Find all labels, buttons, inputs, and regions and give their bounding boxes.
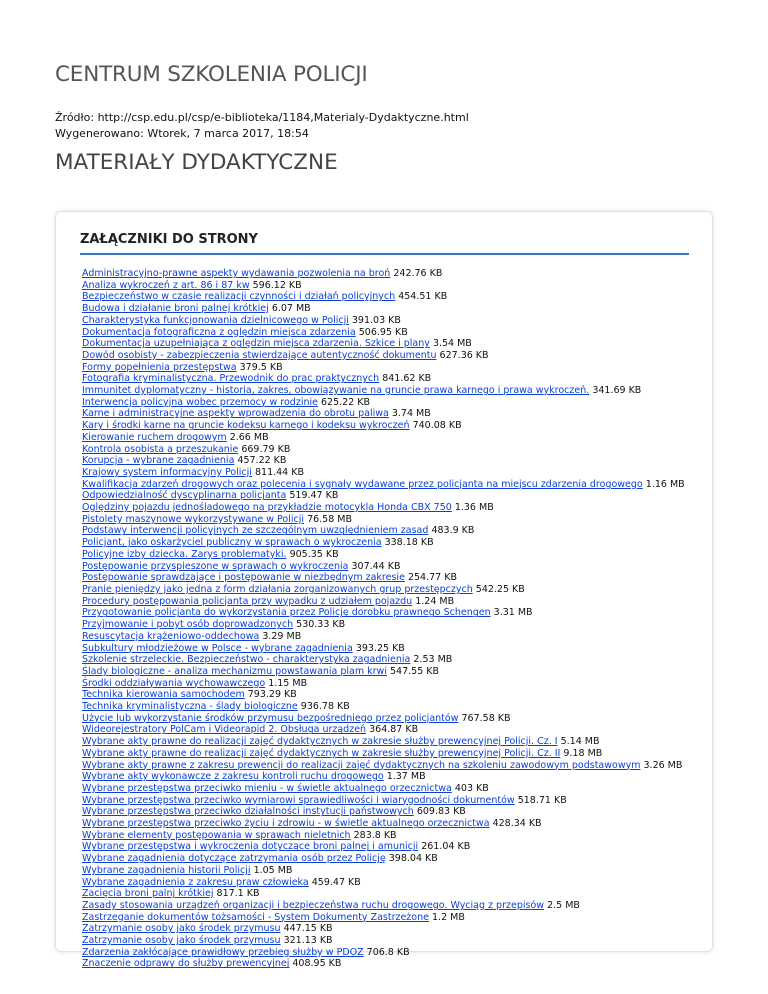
- attachments-divider: [80, 253, 689, 255]
- attachment-size: 793.29 KB: [247, 689, 297, 701]
- attachment-item: [82, 479, 706, 491]
- attachment-item: [82, 525, 706, 537]
- attachment-size: 393.25 KB: [355, 642, 405, 654]
- attachments-panel: [55, 211, 713, 970]
- attachment-size: 1.2 MB: [432, 911, 465, 923]
- attachment-link[interactable]: Procedury postępowania policjanta przy wypadku z udziałem pojazdu: [82, 595, 413, 607]
- attachment-link[interactable]: Policyjne izby dziecka. Zarys problematyki.: [82, 548, 287, 560]
- attachment-size: 506.95 KB: [358, 326, 408, 338]
- attachment-item: [82, 338, 706, 350]
- attachment-item: [82, 467, 706, 479]
- attachment-item: [82, 830, 706, 842]
- attachment-item: [82, 865, 706, 877]
- attachment-link[interactable]: Kierowanie ruchem drogowym: [82, 431, 227, 443]
- attachment-size: 76.58 MB: [307, 513, 352, 525]
- attachment-item: [82, 373, 706, 385]
- attachment-link[interactable]: Wybrane przestępstwa przeciwko działalności instytucji państwowych: [82, 806, 414, 818]
- attachment-item: [82, 397, 706, 409]
- attachment-size: 341.69 KB: [592, 385, 642, 397]
- attachment-size: 547.55 KB: [390, 665, 440, 677]
- attachment-size: 3.26 MB: [643, 759, 683, 771]
- attachment-item: [82, 385, 706, 397]
- attachment-link[interactable]: Użycie lub wykorzystanie środków przymusu bezpośredniego przez policjantów: [82, 712, 459, 724]
- attachment-item: [82, 537, 706, 549]
- attachment-link[interactable]: Policjant, jako oskarżyciel publiczny w sprawach o wykroczenia: [82, 537, 382, 549]
- attachment-item: [82, 315, 706, 327]
- attachment-size: 398.04 KB: [388, 853, 438, 865]
- attachment-link[interactable]: Wybrane akty prawne z zakresu prewencji do realizacji zajęć dydaktycznych na szkoleniu zawodowym podstawowym: [82, 759, 641, 771]
- attachment-link[interactable]: Ślady biologiczne - analiza mechanizmu powstawania plam krwi: [82, 665, 387, 677]
- attachment-link[interactable]: Dokumentacja fotograficzna z oględzin miejsca zdarzenia: [82, 326, 356, 338]
- attachment-item: [82, 607, 706, 619]
- attachment-link[interactable]: Karne i administracyjne aspekty wprowadzenia do obrotu paliwa: [82, 408, 389, 420]
- attachment-size: 811.44 KB: [254, 466, 304, 478]
- attachment-size: 1.24 MB: [415, 595, 455, 607]
- attachment-item: [82, 572, 706, 584]
- attachment-link[interactable]: Zatrzymanie osoby jako środek przymusu: [82, 923, 281, 935]
- attachment-link[interactable]: Zacięcia broni palnj krótkiej: [82, 888, 214, 900]
- attachment-size: 364.87 KB: [369, 724, 419, 736]
- attachment-link[interactable]: Technika kryminalistyczna - ślady biologiczne: [82, 701, 298, 713]
- attachment-size: 1.37 MB: [386, 771, 426, 783]
- attachment-link[interactable]: Budowa i działanie broni palnej krótkiej: [82, 303, 269, 315]
- attachment-link[interactable]: Wybrane akty prawne do realizacji zajęć dydaktycznych w zakresie służby prewencyjnej Policji. Cz. I: [82, 736, 558, 748]
- attachment-link[interactable]: Wideorejestratory PolCam i Videorapid 2. Obsługa urządzeń: [82, 724, 367, 736]
- attachments-list: [82, 268, 706, 970]
- attachment-size: 2.66 MB: [229, 431, 269, 443]
- attachment-link[interactable]: Podstawy interwencji policyjnych ze szczególnym uwzględnieniem zasad: [82, 525, 429, 537]
- attachment-link[interactable]: Zdarzenia zakłócające prawidłowy przebieg służby w PDOZ: [82, 946, 364, 958]
- attachment-size: 1.36 MB: [454, 502, 494, 514]
- attachment-link[interactable]: Wybrane przestępstwa przeciwko życiu i zdrowiu - w świetle aktualnego orzecznictwa: [82, 818, 490, 830]
- attachment-item: [82, 561, 706, 573]
- attachment-size: 1.05 MB: [253, 864, 293, 876]
- attachment-size: 3.54 MB: [432, 338, 472, 350]
- attachment-link[interactable]: Wybrane zagadnienia dotyczące zatrzymania osób przez Policję: [82, 853, 386, 865]
- attachment-size: 428.34 KB: [492, 818, 542, 830]
- attachment-link[interactable]: Znaczenie odprawy do służby prewencyjnej: [82, 958, 290, 970]
- attachment-link[interactable]: Technika kierowania samochodem: [82, 689, 245, 701]
- attachment-item: [82, 654, 706, 666]
- attachment-link[interactable]: Kary i środki karne na gruncie kodeksu karnego i kodeksu wykroczeń: [82, 420, 410, 432]
- attachment-size: 625.22 KB: [321, 396, 371, 408]
- attachment-item: [82, 596, 706, 608]
- attachment-item: [82, 771, 706, 783]
- attachment-link[interactable]: Interwencja policyjna wobec przemocy w rodzinie: [82, 396, 318, 408]
- attachment-item: [82, 760, 706, 772]
- attachment-size: 9.18 MB: [563, 747, 603, 759]
- attachment-link[interactable]: Odpowiedzialność dyscyplinarna policjanta: [82, 490, 287, 502]
- attachment-size: 391.03 KB: [351, 314, 401, 326]
- attachments-title: ZAŁĄCZNIKI DO STRONY: [80, 232, 258, 247]
- attachment-size: 706.8 KB: [366, 946, 410, 958]
- attachment-link[interactable]: Postępowanie sprawdzające i postępowanie w niezbędnym zakresie: [82, 572, 405, 584]
- attachment-link[interactable]: Analiza wykroczeń z art. 86 i 87 kw: [82, 279, 250, 291]
- attachment-size: 519.47 KB: [289, 490, 339, 502]
- attachment-item: [82, 935, 706, 947]
- attachment-link[interactable]: Wybrane przestępstwa przeciwko mieniu - w świetle aktualnego orzecznictwa: [82, 782, 452, 794]
- generated-line: Wygenerowano: Wtorek, 7 marca 2017, 18:54: [55, 126, 309, 140]
- attachment-item: [82, 432, 706, 444]
- attachment-size: 454.51 KB: [398, 291, 448, 303]
- attachment-link[interactable]: Subkultury młodzieżowe w Polsce - wybrane zagadnienia: [82, 642, 353, 654]
- attachment-item: [82, 303, 706, 315]
- attachment-item: [82, 455, 706, 467]
- attachment-item: [82, 724, 706, 736]
- attachment-item: [82, 877, 706, 889]
- attachment-size: 627.36 KB: [439, 349, 489, 361]
- attachment-size: 3.74 MB: [391, 408, 431, 420]
- attachment-link[interactable]: Pistolety maszynowe wykorzystywane w Policji: [82, 513, 305, 525]
- attachment-item: [82, 736, 706, 748]
- attachment-link[interactable]: Zasady stosowania urządzeń organizacji i bezpieczeństwa ruchu drogowego. Wyciąg z przepisów: [82, 899, 545, 911]
- attachment-size: 740.08 KB: [412, 420, 462, 432]
- attachment-size: 338.18 KB: [384, 537, 434, 549]
- attachment-size: 3.31 MB: [493, 607, 533, 619]
- attachment-link[interactable]: Resuscytacja krążeniowo-oddechowa: [82, 630, 260, 642]
- attachment-link[interactable]: Zatrzymanie osoby jako środek przymusu: [82, 935, 281, 947]
- attachment-link[interactable]: Szkolenie strzeleckie. Bezpieczeństwo - charakterystyka zagadnienia: [82, 654, 411, 666]
- attachment-item: [82, 502, 706, 514]
- attachment-item: [82, 362, 706, 374]
- attachment-size: 609.83 KB: [416, 806, 466, 818]
- attachment-link[interactable]: Kontrola osobista a przeszukanie: [82, 443, 239, 455]
- attachment-link[interactable]: Postępowanie przyspieszone w sprawach o wykroczenia: [82, 560, 349, 572]
- attachment-item: [82, 678, 706, 690]
- attachment-size: 5.14 MB: [560, 736, 600, 748]
- attachment-link[interactable]: Pranie pieniędzy jako jedna z form działania zorganizowanych grup przestępczych: [82, 583, 473, 595]
- attachment-size: 483.9 KB: [431, 525, 475, 537]
- attachment-link[interactable]: Fotografia kryminalistyczna. Przewodnik do prac praktycznych: [82, 373, 380, 385]
- attachment-size: 530.33 KB: [296, 619, 346, 631]
- attachment-size: 669.79 KB: [241, 443, 291, 455]
- attachment-link[interactable]: Wybrane przestępstwa przeciwko wymiarowi sprawiedliwości i wiarygodności dokumentów: [82, 794, 515, 806]
- attachment-link[interactable]: Wybrane akty wykonawcze z zakresu kontroli ruchu drogowego: [82, 771, 384, 783]
- attachment-size: 518.71 KB: [517, 794, 567, 806]
- attachment-item: [82, 689, 706, 701]
- attachment-item: [82, 748, 706, 760]
- attachment-size: 307.44 KB: [351, 560, 401, 572]
- attachment-size: 459.47 KB: [311, 876, 361, 888]
- attachment-item: [82, 713, 706, 725]
- attachment-size: 447.15 KB: [283, 923, 333, 935]
- attachment-link[interactable]: Oględziny pojazdu jednośladowego na przykładzie motocykla Honda CBX 750: [82, 502, 452, 514]
- attachment-item: [82, 783, 706, 795]
- attachment-size: 261.04 KB: [421, 841, 471, 853]
- attachment-link[interactable]: Dowód osobisty - zabezpieczenia stwierdzające autentyczność dokumentu: [82, 349, 437, 361]
- attachment-item: [82, 291, 706, 303]
- attachment-size: 2.53 MB: [413, 654, 453, 666]
- attachment-size: 905.35 KB: [289, 548, 339, 560]
- attachment-item: [82, 327, 706, 339]
- attachment-size: 1.16 MB: [645, 478, 685, 490]
- page-heading: MATERIAŁY DYDAKTYCZNE: [55, 150, 338, 175]
- attachment-item: [82, 958, 706, 970]
- page-meta: [55, 110, 469, 141]
- attachment-size: 254.77 KB: [407, 572, 457, 584]
- attachment-size: 767.58 KB: [461, 712, 511, 724]
- attachment-item: [82, 420, 706, 432]
- attachment-size: 379.5 KB: [239, 361, 283, 373]
- attachment-size: 841.62 KB: [382, 373, 432, 385]
- attachment-link[interactable]: Immunitet dyplomatyczny - historia, zakres, obowiązywanie na gruncie prawa karnego i prawa wykroczeń.: [82, 385, 590, 397]
- attachment-item: [82, 947, 706, 959]
- attachment-item: [82, 806, 706, 818]
- attachment-size: 403 KB: [454, 782, 489, 794]
- attachment-size: 6.07 MB: [271, 303, 311, 315]
- attachment-size: 936.78 KB: [300, 701, 350, 713]
- attachment-size: 3.29 MB: [262, 630, 302, 642]
- attachment-size: 2.5 MB: [547, 899, 580, 911]
- attachment-item: [82, 900, 706, 912]
- attachment-size: 1.15 MB: [268, 677, 308, 689]
- attachment-link[interactable]: Administracyjno-prawne aspekty wydawania pozwolenia na broń: [82, 268, 391, 279]
- attachment-link[interactable]: Przygotowanie policjanta do wykorzystania przez Policję dorobku prawnego Schengen: [82, 607, 491, 619]
- attachment-link[interactable]: Kwalifikacja zdarzeń drogowych oraz polecenia i sygnały wydawane przez policjanta na miejscu zdarzenia drogowego: [82, 478, 643, 490]
- attachment-item: [82, 268, 706, 280]
- attachment-size: 596.12 KB: [252, 279, 302, 291]
- attachment-item: [82, 818, 706, 830]
- attachment-item: [82, 549, 706, 561]
- attachment-link[interactable]: Środki oddziaływania wychowawczego: [82, 677, 266, 689]
- attachment-link[interactable]: Wybrane zagadnienia historii Policji: [82, 864, 251, 876]
- attachment-link[interactable]: Bezpieczeństwo w czasie realizacji czynności i działań policyjnych: [82, 291, 396, 303]
- attachment-link[interactable]: Wybrane przestępstwa i wykroczenia dotyczące broni palnej i amunicji: [82, 841, 419, 853]
- attachment-item: [82, 280, 706, 292]
- attachment-size: 457.22 KB: [237, 455, 287, 467]
- attachment-item: [82, 795, 706, 807]
- attachment-item: [82, 444, 706, 456]
- site-title: CENTRUM SZKOLENIA POLICJI: [55, 62, 368, 87]
- attachment-size: 283.8 KB: [353, 829, 397, 841]
- attachment-item: [82, 923, 706, 935]
- attachment-item: [82, 408, 706, 420]
- attachment-link[interactable]: Charakterystyka funkcjonowania dzielnicowego w Policji: [82, 314, 349, 326]
- attachment-size: 321.13 KB: [283, 935, 333, 947]
- attachment-item: [82, 888, 706, 900]
- attachment-size: 817.1 KB: [216, 888, 260, 900]
- attachment-item: [82, 643, 706, 655]
- attachment-link[interactable]: Zastrzeganie dokumentów tożsamości - System Dokumenty Zastrzeżone: [82, 911, 429, 923]
- attachment-link[interactable]: Korupcja - wybrane zagadnienia: [82, 455, 235, 467]
- attachment-link[interactable]: Dokumentacja uzupełniająca z oględzin miejsca zdarzenia. Szkice i plany: [82, 338, 430, 350]
- attachment-item: [82, 631, 706, 643]
- attachment-link[interactable]: Wybrane elementy postępowania w sprawach nieletnich: [82, 829, 351, 841]
- attachment-size: 242.76 KB: [393, 268, 443, 279]
- attachment-item: [82, 584, 706, 596]
- attachment-item: [82, 350, 706, 362]
- attachment-link[interactable]: Formy popełnienia przestępstwa: [82, 361, 237, 373]
- attachment-item: [82, 666, 706, 678]
- attachment-item: [82, 853, 706, 865]
- attachment-link[interactable]: Wybrane akty prawne do realizacji zajęć dydaktycznych w zakresie służby prewencyjnej Policji. Cz. II: [82, 747, 561, 759]
- attachment-item: [82, 619, 706, 631]
- source-line: Źródło: http://csp.edu.pl/csp/e-biblioteka/1184,Materialy-Dydaktyczne.html: [55, 111, 469, 124]
- attachment-size: 542.25 KB: [475, 583, 525, 595]
- attachment-link[interactable]: Przyjmowanie i pobyt osób doprowadzonych: [82, 619, 294, 631]
- attachment-size: 408.95 KB: [292, 958, 342, 970]
- attachment-item: [82, 701, 706, 713]
- attachment-item: [82, 490, 706, 502]
- attachment-link[interactable]: Krajowy system informacyjny Policji: [82, 466, 252, 478]
- attachment-item: [82, 841, 706, 853]
- attachment-item: [82, 912, 706, 924]
- attachment-item: [82, 514, 706, 526]
- attachment-link[interactable]: Wybrane zagadnienia z zakresu praw człowieka: [82, 876, 309, 888]
